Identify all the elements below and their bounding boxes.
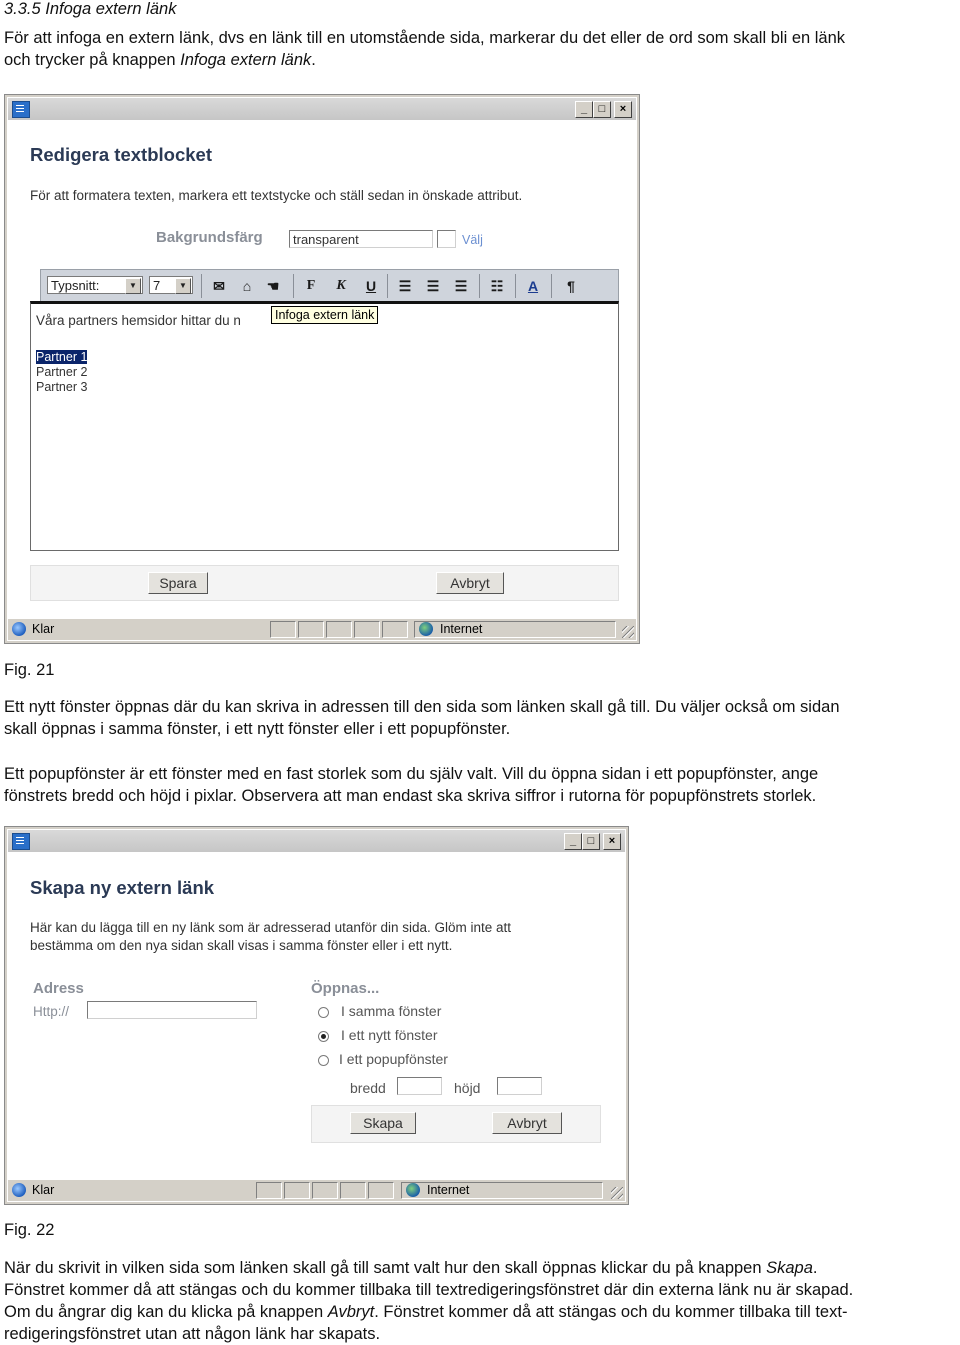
minimize-button[interactable]: _ [564,833,582,850]
closing-text: . [812,1259,818,1277]
status-text: Klar [32,1183,55,1197]
zone-text: Internet [440,622,483,636]
toolbar-separator [515,274,516,298]
address-prefix: Http:// [33,1004,70,1019]
paragraph-line: skall öppnas i samma fönster, i ett nytt fönster eller i ett popupfönster. [4,720,511,738]
resize-grip-icon[interactable] [622,626,634,638]
description-line: bestämma om den nya sidan skall visas i samma fönster eller i ett nytt. [30,938,453,953]
status-bar [8,618,636,640]
font-family-select[interactable] [47,276,143,294]
maximize-button[interactable]: □ [593,101,611,118]
intro-line-1: För att infoga en extern länk, dvs en länk till en utomstående sida, markerar du det eller de ord som skall bli en länk [4,29,846,47]
minimize-button[interactable]: _ [575,101,593,118]
chevron-down-icon: ▼ [175,278,191,294]
intro-line-2 [4,49,959,71]
status-pane [270,621,296,638]
status-pane [312,1182,338,1199]
cancel-button[interactable]: Avbryt [436,572,504,594]
globe-icon [406,1183,420,1197]
toolbar-separator [293,274,294,298]
intro-emphasis: Infoga extern länk [180,51,312,69]
toolbar-separator [387,274,388,298]
bold-icon[interactable]: F [306,278,316,293]
paragraph-line: Ett popupfönster är ett fönster med en fast storlek som du själv valt. Vill du öppna sidan i ett popupfönster, ange [4,765,819,783]
close-button[interactable]: × [603,833,621,850]
clear-formatting-icon[interactable]: ¶ [567,278,575,294]
page-description [30,919,511,955]
closing-text: . Fönstret kommer då att stängas och du kommer tillbaka till text- [374,1303,848,1321]
toolbar-separator [551,274,552,298]
closing-emphasis: Skapa [766,1259,813,1277]
intro-paragraph [4,27,959,71]
align-center-icon[interactable]: ☰ [426,278,440,294]
window-icon [12,101,30,118]
closing-line-1 [4,1257,959,1279]
partner-item-selected[interactable]: Partner 1 [36,350,88,364]
partner-item[interactable]: Partner 3 [36,380,88,394]
editor-text-line: Våra partners hemsidor hittar du n [36,313,241,328]
height-label: höjd [454,1080,481,1096]
tooltip: Infoga extern länk [271,306,378,324]
image-icon[interactable]: ✉ [213,278,225,294]
closing-emphasis: Avbryt [327,1303,375,1321]
window-icon [12,833,30,850]
zone-text: Internet [427,1183,470,1197]
align-right-icon[interactable]: ☰ [454,278,468,294]
status-pane [354,621,380,638]
font-size-select[interactable] [149,276,193,294]
status-pane [284,1182,310,1199]
address-label: Adress [33,980,84,997]
chevron-down-icon: ▼ [125,278,141,294]
text-color-icon[interactable]: A [527,278,539,294]
intro-text: och trycker på knappen [4,51,181,69]
new-external-link-window [4,826,629,1205]
section-heading: 3.3.5 Infoga extern länk [4,0,177,18]
globe-icon [419,622,433,636]
paragraph-new-window [4,696,959,740]
window-content [13,123,631,617]
bulleted-list-icon[interactable]: ☷ [490,278,504,294]
intro-end: . [311,51,316,69]
title-bar [8,830,625,852]
button-panel [30,565,619,601]
italic-icon[interactable]: K [336,278,346,293]
internal-link-icon[interactable]: ⌂ [242,278,252,294]
underline-icon[interactable]: U [365,278,377,294]
status-pane [326,621,352,638]
font-family-value: Typsnitt: [51,278,100,293]
status-pane [340,1182,366,1199]
title-bar [8,98,636,120]
close-button[interactable]: × [614,101,632,118]
choose-color-link[interactable]: Välj [462,233,483,247]
address-input[interactable] [87,1001,257,1019]
partner-item[interactable]: Partner 2 [36,365,88,379]
partner-list [36,350,87,395]
closing-line-4: redigeringsfönstret utan att någon länk har skapats. [4,1325,381,1343]
option-same-window: I samma fönster [341,1003,442,1019]
save-button[interactable]: Spara [148,572,208,594]
create-button[interactable]: Skapa [350,1112,416,1134]
closing-line-3 [4,1301,959,1323]
paragraph-line: fönstrets bredd och höjd i pixlar. Observera att man endast ska skriva siffror i rutorna för popupfönstrets storlek. [4,787,817,805]
radio-popup-window[interactable] [318,1055,329,1066]
closing-paragraph [4,1257,959,1345]
open-in-label: Öppnas... [311,980,380,997]
figure-caption-21: Fig. 21 [4,661,55,679]
description-line: Här kan du lägga till en ny länk som är adresserad utanför din sida. Glöm inte att [30,920,512,935]
window-content [13,855,620,1178]
status-pane [382,621,408,638]
closing-text: När du skrivit in vilken sida som länken skall gå till samt valt hur den skall öppnas klickar du på knappen [4,1259,767,1277]
external-link-icon[interactable]: ☚ [266,278,280,294]
radio-new-window[interactable] [318,1031,329,1042]
height-input[interactable] [497,1077,542,1095]
toolbar-separator [479,274,480,298]
status-pane [298,621,324,638]
formatting-toolbar [40,269,619,302]
edit-textblock-window [4,94,640,644]
maximize-button[interactable]: □ [582,833,600,850]
button-panel [311,1105,601,1143]
page-title: Skapa ny extern länk [30,877,215,898]
align-left-icon[interactable]: ☰ [398,278,412,294]
status-bar [8,1179,625,1201]
option-new-window: I ett nytt fönster [341,1027,438,1043]
width-input[interactable] [397,1077,442,1095]
resize-grip-icon[interactable] [611,1187,623,1199]
paragraph-popup [4,763,959,807]
width-label: bredd [350,1080,386,1096]
status-pane [256,1182,282,1199]
figure-caption-22: Fig. 22 [4,1221,55,1239]
background-color-label: Bakgrundsfärg [156,229,263,246]
radio-same-window[interactable] [318,1007,329,1018]
color-swatch[interactable] [437,230,456,248]
page-description: För att formatera texten, markera ett textstycke och ställ sedan in önskade attribut. [30,188,523,203]
option-popup-window: I ett popupfönster [339,1051,448,1067]
page-icon [12,1183,26,1197]
toolbar-separator [201,274,202,298]
font-size-value: 7 [153,278,161,293]
status-text: Klar [32,622,55,636]
page-icon [12,622,26,636]
status-pane [368,1182,394,1199]
closing-line-2: Fönstret kommer då att stängas och du kommer tillbaka till textredigeringsfönstret där din externa länk nu är skapad. [4,1281,854,1299]
closing-text: Om du ångrar dig kan du klicka på knappen [4,1303,328,1321]
background-color-input[interactable]: transparent [289,230,433,248]
rich-text-editor[interactable] [30,301,619,551]
paragraph-line: Ett nytt fönster öppnas där du kan skriva in adressen till den sida som länken skall gå till. Du väljer också om sidan [4,698,840,716]
page-title: Redigera textblocket [30,144,212,165]
cancel-button[interactable]: Avbryt [492,1112,562,1134]
